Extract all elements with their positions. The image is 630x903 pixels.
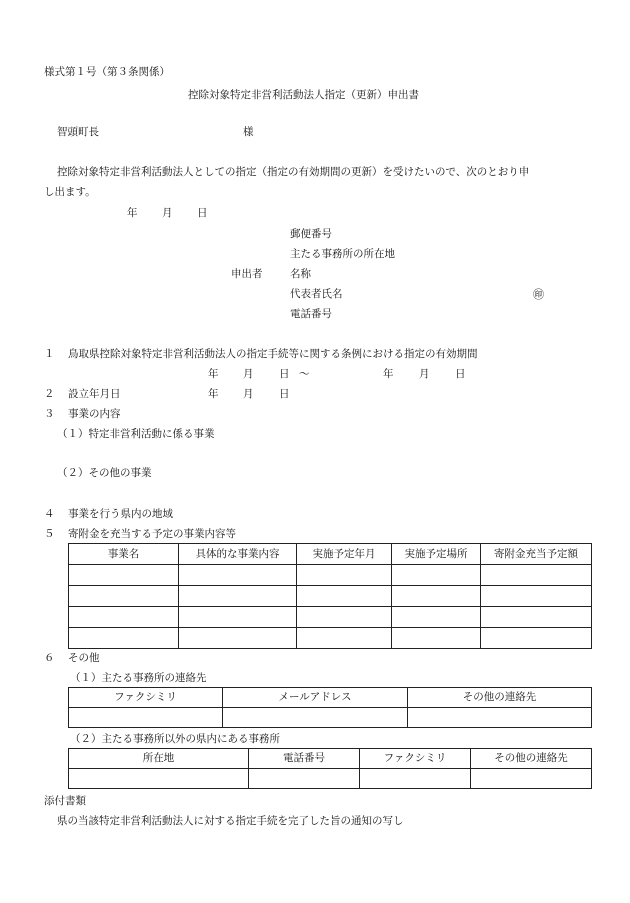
applicant-label: 申出者 xyxy=(231,268,263,280)
table-cell[interactable] xyxy=(481,565,592,586)
item-2-day: 日 xyxy=(279,388,290,400)
addressee-honorific: 様 xyxy=(243,126,254,138)
contact-header-other: その他の連絡先 xyxy=(408,688,592,708)
table-row xyxy=(69,628,592,649)
table-cell[interactable] xyxy=(408,708,592,728)
main-office-contact-table xyxy=(68,687,592,728)
item-2-month: 月 xyxy=(243,388,254,400)
table-cell[interactable] xyxy=(297,586,392,607)
table-header-donation-amount: 寄附金充当予定額 xyxy=(481,544,592,565)
document-title: 控除対象特定非営利活動法人指定（更新）申出書 xyxy=(188,89,419,101)
form-number: 様式第１号（第３条関係） xyxy=(44,66,170,78)
intro-line-2: し出ます。 xyxy=(44,186,96,198)
table-cell[interactable] xyxy=(481,607,592,628)
item-5-text: 寄附金を充当する予定の事業内容等 xyxy=(68,528,236,540)
table-cell[interactable] xyxy=(179,586,297,607)
table-cell[interactable] xyxy=(481,628,592,649)
intro-line-1: 控除対象特定非営利活動法人としての指定（指定の有効期間の更新）を受けたいので、次のとおり申 xyxy=(57,166,530,178)
item-1-month-end: 月 xyxy=(419,368,430,380)
office-header-phone: 電話番号 xyxy=(249,749,360,769)
office-header-fax: ファクシミリ xyxy=(360,749,471,769)
item-1-range-separator: ～ xyxy=(299,368,310,380)
table-cell[interactable] xyxy=(392,586,481,607)
attachments-heading: 添付書類 xyxy=(44,795,86,807)
office-header-location: 所在地 xyxy=(69,749,249,769)
office-header-other: その他の連絡先 xyxy=(471,749,592,769)
contact-header-email: メールアドレス xyxy=(223,688,408,708)
table-cell[interactable] xyxy=(69,607,179,628)
seal-icon: ㊞ xyxy=(533,288,544,301)
item-4-number: ４ xyxy=(44,508,55,520)
table-cell[interactable] xyxy=(297,628,392,649)
item-2-number: ２ xyxy=(44,388,55,400)
table-cell[interactable] xyxy=(179,565,297,586)
table-row xyxy=(69,565,592,586)
table-cell[interactable] xyxy=(471,769,592,789)
item-3-sub-2: （２）その他の事業 xyxy=(57,467,152,479)
table-cell[interactable] xyxy=(69,565,179,586)
applicant-office-address-label: 主たる事務所の所在地 xyxy=(290,248,395,260)
item-1-number: １ xyxy=(44,348,55,360)
table-cell[interactable] xyxy=(179,607,297,628)
item-3-sub-1: （１）特定非営利活動に係る事業 xyxy=(57,428,215,440)
item-6-sub-1: （１）主たる事務所の連絡先 xyxy=(70,672,207,684)
table-cell[interactable] xyxy=(392,607,481,628)
table-cell[interactable] xyxy=(69,769,249,789)
item-4-text: 事業を行う県内の地域 xyxy=(68,508,173,520)
table-cell[interactable] xyxy=(392,628,481,649)
table-cell[interactable] xyxy=(392,565,481,586)
applicant-representative-label: 代表者氏名 xyxy=(290,288,343,300)
table-header-planned-date: 実施予定年月 xyxy=(297,544,392,565)
table-cell[interactable] xyxy=(69,628,179,649)
table-row xyxy=(69,769,592,789)
date-day: 日 xyxy=(197,207,208,219)
item-6-text: その他 xyxy=(68,652,100,664)
item-1-year-end: 年 xyxy=(383,368,394,380)
item-5-number: ５ xyxy=(44,528,55,540)
addressee-name: 智頭町長 xyxy=(57,126,99,138)
table-row xyxy=(69,708,592,728)
table-cell[interactable] xyxy=(360,769,471,789)
table-header-planned-location: 実施予定場所 xyxy=(392,544,481,565)
item-2-text: 設立年月日 xyxy=(68,388,121,400)
table-cell[interactable] xyxy=(481,586,592,607)
applicant-phone-label: 電話番号 xyxy=(290,308,332,320)
table-cell[interactable] xyxy=(179,628,297,649)
item-3-number: ３ xyxy=(44,408,55,420)
item-1-year-start: 年 xyxy=(208,368,219,380)
item-2-year: 年 xyxy=(208,388,219,400)
date-month: 月 xyxy=(162,207,173,219)
table-header-project-details: 具体的な事業内容 xyxy=(179,544,297,565)
item-6-number: ６ xyxy=(44,652,55,664)
table-cell[interactable] xyxy=(223,708,408,728)
donation-plan-table xyxy=(68,543,592,649)
other-office-table xyxy=(68,748,592,789)
contact-header-fax: ファクシミリ xyxy=(69,688,223,708)
table-cell[interactable] xyxy=(249,769,360,789)
item-1-month-start: 月 xyxy=(243,368,254,380)
table-cell[interactable] xyxy=(297,607,392,628)
item-1-text: 鳥取県控除対象特定非営利活動法人の指定手続等に関する条例における指定の有効期間 xyxy=(68,348,478,360)
table-row xyxy=(69,586,592,607)
date-year: 年 xyxy=(127,207,138,219)
table-cell[interactable] xyxy=(69,708,223,728)
item-6-sub-2: （２）主たる事務所以外の県内にある事務所 xyxy=(70,733,280,745)
applicant-name-label: 名称 xyxy=(290,268,311,280)
table-cell[interactable] xyxy=(69,586,179,607)
item-1-day-start: 日 xyxy=(279,368,290,380)
table-header-project-name: 事業名 xyxy=(69,544,179,565)
item-1-day-end: 日 xyxy=(455,368,466,380)
table-cell[interactable] xyxy=(297,565,392,586)
applicant-postal-label: 郵便番号 xyxy=(290,228,332,240)
table-row xyxy=(69,607,592,628)
item-3-text: 事業の内容 xyxy=(68,408,121,420)
attachments-text: 県の当該特定非営利活動法人に対する指定手続を完了した旨の通知の写し xyxy=(57,815,404,827)
